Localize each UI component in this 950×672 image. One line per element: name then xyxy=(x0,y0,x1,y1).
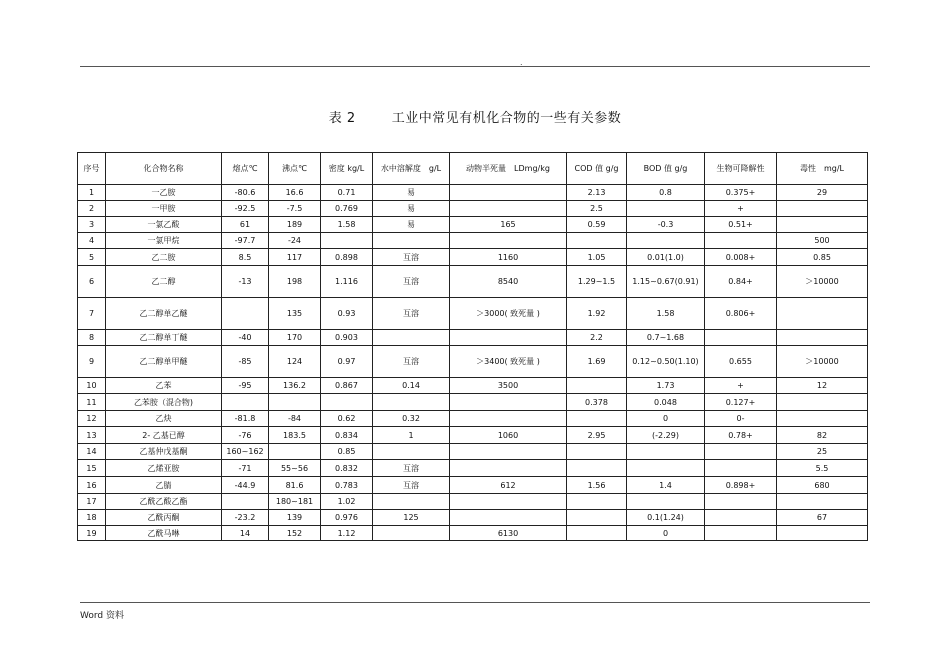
table-cell: 2.95 xyxy=(567,427,627,444)
table-cell xyxy=(777,217,868,233)
table-cell: 乙酰马啉 xyxy=(106,526,222,541)
table-cell: 136.2 xyxy=(269,378,321,394)
table-header-row xyxy=(78,153,868,185)
table-cell xyxy=(567,378,627,394)
table-cell: 12 xyxy=(777,378,868,394)
table-cell: 乙酰丙酮 xyxy=(106,510,222,526)
table-cell: 67 xyxy=(777,510,868,526)
table-cell: 1160 xyxy=(450,249,567,266)
column-header: 毒性 mg/L xyxy=(777,153,868,185)
table-cell: -24 xyxy=(269,233,321,249)
table-cell: (-2.29) xyxy=(627,427,705,444)
table-row xyxy=(78,298,868,330)
table-cell: 0.84+ xyxy=(705,266,777,298)
header-rule xyxy=(80,66,870,67)
table-cell: 互溶 xyxy=(373,460,450,477)
table-cell xyxy=(567,460,627,477)
table-cell: 135 xyxy=(269,298,321,330)
table-cell: 3 xyxy=(78,217,106,233)
table-cell xyxy=(450,185,567,201)
table-cell xyxy=(705,526,777,541)
table-cell: 乙酰乙酸乙酯 xyxy=(106,494,222,510)
table-cell: 2.5 xyxy=(567,201,627,217)
table-cell: 0.898 xyxy=(321,249,373,266)
table-cell: 0.867 xyxy=(321,378,373,394)
table-cell xyxy=(450,233,567,249)
table-row xyxy=(78,330,868,346)
table-cell: 0.806+ xyxy=(705,298,777,330)
column-header: 生物可降解性 xyxy=(705,153,777,185)
table-cell: 0.048 xyxy=(627,394,705,411)
table-cell xyxy=(777,411,868,427)
table-cell: -80.6 xyxy=(222,185,269,201)
table-cell: 一氯甲烷 xyxy=(106,233,222,249)
table-cell: 10 xyxy=(78,378,106,394)
table-cell xyxy=(373,526,450,541)
page-mark: . xyxy=(520,58,523,67)
table-cell: 易 xyxy=(373,217,450,233)
table-row xyxy=(78,201,868,217)
table-cell: 乙二醇单乙醚 xyxy=(106,298,222,330)
table-cell: 124 xyxy=(269,346,321,378)
table-row xyxy=(78,460,868,477)
table-cell: 152 xyxy=(269,526,321,541)
table-cell: 0.01(1.0) xyxy=(627,249,705,266)
table-cell xyxy=(567,494,627,510)
table-row xyxy=(78,427,868,444)
table-cell xyxy=(777,298,868,330)
table-cell xyxy=(373,330,450,346)
table-cell: 500 xyxy=(777,233,868,249)
table-cell: 8.5 xyxy=(222,249,269,266)
table-cell xyxy=(705,460,777,477)
table-cell xyxy=(567,444,627,460)
table-cell: 1.69 xyxy=(567,346,627,378)
table-cell: 1.58 xyxy=(627,298,705,330)
table-cell: 一氯乙酸 xyxy=(106,217,222,233)
column-header: 密度 kg/L xyxy=(321,153,373,185)
table-cell: -95 xyxy=(222,378,269,394)
table-cell: 0.976 xyxy=(321,510,373,526)
table-cell: 0 xyxy=(627,411,705,427)
table-cell: 1.58 xyxy=(321,217,373,233)
table-cell xyxy=(777,201,868,217)
table-cell: -23.2 xyxy=(222,510,269,526)
table-cell: ＞10000 xyxy=(777,266,868,298)
table-caption: 工业中常见有机化合物的一些有关参数 xyxy=(391,111,622,126)
table-cell: 1060 xyxy=(450,427,567,444)
table-cell: 61 xyxy=(222,217,269,233)
table-cell xyxy=(450,494,567,510)
column-header: 化合物名称 xyxy=(106,153,222,185)
table-cell: 1 xyxy=(78,185,106,201)
table-cell: 1.73 xyxy=(627,378,705,394)
table-row xyxy=(78,444,868,460)
table-cell: 0.903 xyxy=(321,330,373,346)
table-cell: 0.783 xyxy=(321,477,373,494)
table-cell: 0.51+ xyxy=(705,217,777,233)
table-cell: 乙二胺 xyxy=(106,249,222,266)
table-cell: -92.5 xyxy=(222,201,269,217)
table-cell: 5 xyxy=(78,249,106,266)
table-cell: 乙烯亚胺 xyxy=(106,460,222,477)
table-cell: -40 xyxy=(222,330,269,346)
table-cell: 19 xyxy=(78,526,106,541)
table-cell xyxy=(373,394,450,411)
table-cell: 0.12~0.50(1.10) xyxy=(627,346,705,378)
table-cell: 198 xyxy=(269,266,321,298)
table-cell: 0 xyxy=(627,526,705,541)
table-row xyxy=(78,394,868,411)
table-row xyxy=(78,510,868,526)
table-cell: 0.85 xyxy=(321,444,373,460)
table-cell: 0.71 xyxy=(321,185,373,201)
table-cell xyxy=(627,444,705,460)
table-cell: 5.5 xyxy=(777,460,868,477)
table-cell xyxy=(567,233,627,249)
table-cell: 7 xyxy=(78,298,106,330)
table-cell xyxy=(627,201,705,217)
table-cell xyxy=(567,510,627,526)
table-row xyxy=(78,494,868,510)
table-cell: 0.93 xyxy=(321,298,373,330)
table-row xyxy=(78,266,868,298)
table-cell: 互溶 xyxy=(373,249,450,266)
table-cell xyxy=(705,494,777,510)
table-cell: 2 xyxy=(78,201,106,217)
table-cell xyxy=(222,394,269,411)
table-row xyxy=(78,526,868,541)
table-cell: 互溶 xyxy=(373,266,450,298)
table-cell: 易 xyxy=(373,185,450,201)
table-cell xyxy=(450,411,567,427)
table-body xyxy=(78,185,868,541)
table-cell: 18 xyxy=(78,510,106,526)
table-cell xyxy=(269,394,321,411)
table-cell: 139 xyxy=(269,510,321,526)
table-cell: 乙腈 xyxy=(106,477,222,494)
table-cell: 0.008+ xyxy=(705,249,777,266)
footer-rule xyxy=(80,602,870,603)
table-row xyxy=(78,346,868,378)
table-cell: 0.59 xyxy=(567,217,627,233)
table-cell: 170 xyxy=(269,330,321,346)
table-cell: 2.13 xyxy=(567,185,627,201)
table-cell xyxy=(450,444,567,460)
table-cell: 0.97 xyxy=(321,346,373,378)
table-cell: 0.85 xyxy=(777,249,868,266)
table-cell xyxy=(705,510,777,526)
table-cell: -44.9 xyxy=(222,477,269,494)
table-cell: 125 xyxy=(373,510,450,526)
table-cell: 0.127+ xyxy=(705,394,777,411)
table-cell: 680 xyxy=(777,477,868,494)
table-cell: 16.6 xyxy=(269,185,321,201)
table-cell: ＞3000( 致死量 ) xyxy=(450,298,567,330)
table-cell xyxy=(777,330,868,346)
table-row xyxy=(78,217,868,233)
table-cell: 6 xyxy=(78,266,106,298)
table-cell: 82 xyxy=(777,427,868,444)
table-cell: -85 xyxy=(222,346,269,378)
table-cell: 25 xyxy=(777,444,868,460)
table-cell: 16 xyxy=(78,477,106,494)
column-header: 熔点℃ xyxy=(222,153,269,185)
table-cell xyxy=(705,233,777,249)
table-cell: 1.4 xyxy=(627,477,705,494)
column-header: BOD 值 g/g xyxy=(627,153,705,185)
table-cell: 0.32 xyxy=(373,411,450,427)
table-cell xyxy=(321,394,373,411)
table-cell xyxy=(627,460,705,477)
table-cell xyxy=(777,526,868,541)
table-cell: 117 xyxy=(269,249,321,266)
table-cell: 0.378 xyxy=(567,394,627,411)
table-cell xyxy=(777,394,868,411)
table-cell: + xyxy=(705,378,777,394)
table-title xyxy=(0,107,950,126)
table-cell: 易 xyxy=(373,201,450,217)
table-cell: 0.1(1.24) xyxy=(627,510,705,526)
table-cell: 1.02 xyxy=(321,494,373,510)
table-cell xyxy=(373,444,450,460)
table-cell xyxy=(222,494,269,510)
table-cell: 612 xyxy=(450,477,567,494)
table-cell xyxy=(222,298,269,330)
table-cell: 乙苯 xyxy=(106,378,222,394)
table-cell: 一乙胺 xyxy=(106,185,222,201)
table-cell: 0.898+ xyxy=(705,477,777,494)
table-cell xyxy=(269,444,321,460)
table-cell: 180~181 xyxy=(269,494,321,510)
table-cell: 8 xyxy=(78,330,106,346)
table-cell xyxy=(373,494,450,510)
table-cell: 互溶 xyxy=(373,298,450,330)
table-cell: 189 xyxy=(269,217,321,233)
table-cell: 0.78+ xyxy=(705,427,777,444)
table-cell: 1 xyxy=(373,427,450,444)
table-cell: 互溶 xyxy=(373,346,450,378)
table-cell: ＞10000 xyxy=(777,346,868,378)
table-cell: -13 xyxy=(222,266,269,298)
table-cell: 2- 乙基已醇 xyxy=(106,427,222,444)
table-cell: 乙基仲戊基酮 xyxy=(106,444,222,460)
table-cell: -84 xyxy=(269,411,321,427)
table-cell xyxy=(450,394,567,411)
table-cell xyxy=(450,330,567,346)
column-header: 水中溶解度 g/L xyxy=(373,153,450,185)
table-cell: 乙二醇 xyxy=(106,266,222,298)
table-cell: 一甲胺 xyxy=(106,201,222,217)
table-row xyxy=(78,249,868,266)
table-cell: 1.12 xyxy=(321,526,373,541)
table-cell: -81.8 xyxy=(222,411,269,427)
table-cell: -76 xyxy=(222,427,269,444)
table-cell: 14 xyxy=(78,444,106,460)
table-cell: 13 xyxy=(78,427,106,444)
table-cell: 4 xyxy=(78,233,106,249)
table-row xyxy=(78,411,868,427)
table-cell: 0.834 xyxy=(321,427,373,444)
table-cell xyxy=(373,233,450,249)
table-cell: 183.5 xyxy=(269,427,321,444)
table-cell: 6130 xyxy=(450,526,567,541)
table-cell: 1.05 xyxy=(567,249,627,266)
table-cell: 81.6 xyxy=(269,477,321,494)
table-cell: 1.92 xyxy=(567,298,627,330)
table-cell: 0.8 xyxy=(627,185,705,201)
table-cell: -7.5 xyxy=(269,201,321,217)
table-row xyxy=(78,378,868,394)
table-cell: 55~56 xyxy=(269,460,321,477)
table-cell: 1.116 xyxy=(321,266,373,298)
table-cell xyxy=(567,411,627,427)
table-cell: 0.655 xyxy=(705,346,777,378)
column-header: 沸点℃ xyxy=(269,153,321,185)
table-cell: 17 xyxy=(78,494,106,510)
table-cell: 0.7~1.68 xyxy=(627,330,705,346)
table-cell xyxy=(450,460,567,477)
table-cell: 1.15~0.67(0.91) xyxy=(627,266,705,298)
table-cell: 9 xyxy=(78,346,106,378)
table-cell xyxy=(627,494,705,510)
table-cell: 1.56 xyxy=(567,477,627,494)
table-cell: 11 xyxy=(78,394,106,411)
table-cell: 12 xyxy=(78,411,106,427)
table-cell: 乙二醇单丁醚 xyxy=(106,330,222,346)
table-cell: 15 xyxy=(78,460,106,477)
table-cell: 互溶 xyxy=(373,477,450,494)
table-cell: 0.62 xyxy=(321,411,373,427)
table-cell: 1.29~1.5 xyxy=(567,266,627,298)
table-cell: -97.7 xyxy=(222,233,269,249)
table-cell: 0.375+ xyxy=(705,185,777,201)
table-number: 表 2 xyxy=(328,111,356,126)
table-row xyxy=(78,185,868,201)
table-cell: 165 xyxy=(450,217,567,233)
table-cell: 14 xyxy=(222,526,269,541)
parameters-table xyxy=(77,152,868,541)
column-header: 动物半死量 LDmg/kg xyxy=(450,153,567,185)
table-cell: 0.832 xyxy=(321,460,373,477)
table-cell: + xyxy=(705,201,777,217)
table-cell: -0.3 xyxy=(627,217,705,233)
table-cell xyxy=(321,233,373,249)
table-cell: 8540 xyxy=(450,266,567,298)
table-cell: 0- xyxy=(705,411,777,427)
table-cell: 乙苯胺（混合物) xyxy=(106,394,222,411)
column-header: COD 值 g/g xyxy=(567,153,627,185)
table-cell xyxy=(705,444,777,460)
table-cell xyxy=(450,201,567,217)
table-cell xyxy=(705,330,777,346)
table-cell: 160~162 xyxy=(222,444,269,460)
table-cell xyxy=(777,494,868,510)
page-footer: Word 资料 xyxy=(80,611,124,621)
column-header: 序号 xyxy=(78,153,106,185)
table-cell: 乙二醇单甲醚 xyxy=(106,346,222,378)
table-row xyxy=(78,477,868,494)
table-cell xyxy=(450,510,567,526)
table-cell xyxy=(627,233,705,249)
table-cell: 0.769 xyxy=(321,201,373,217)
table-cell: 乙炔 xyxy=(106,411,222,427)
table-cell: 2.2 xyxy=(567,330,627,346)
table-cell: 0.14 xyxy=(373,378,450,394)
table-cell xyxy=(567,526,627,541)
table-cell: 3500 xyxy=(450,378,567,394)
table-cell: -71 xyxy=(222,460,269,477)
table-cell: 29 xyxy=(777,185,868,201)
table-row xyxy=(78,233,868,249)
table-cell: ＞3400( 致死量 ) xyxy=(450,346,567,378)
